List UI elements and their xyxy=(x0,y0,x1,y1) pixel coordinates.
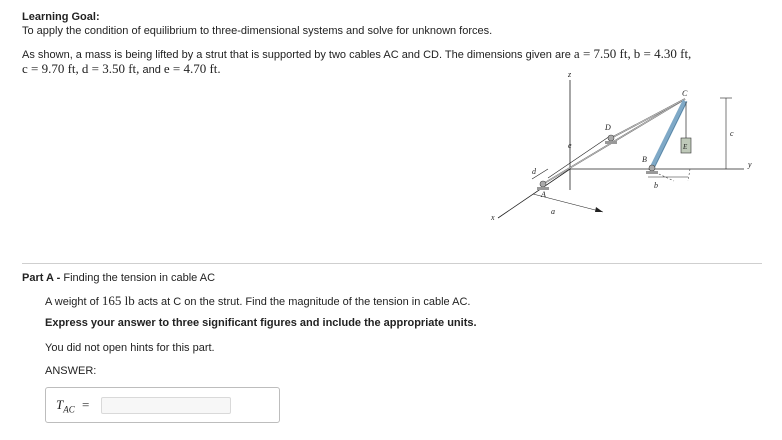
support-d xyxy=(608,135,614,141)
point-a-label: A xyxy=(541,190,546,199)
answer-box xyxy=(45,387,280,423)
answer-label: ANSWER: xyxy=(45,365,97,377)
dimension-d-label: d xyxy=(532,167,536,176)
problem-intro: As shown, a mass is being lifted by a strut that is supported by two cables AC and CD. The dimensions given are xyxy=(22,49,571,61)
answer-variable-symbol: T xyxy=(56,397,64,412)
x-axis xyxy=(498,169,570,218)
dimension-c-label: c xyxy=(730,129,734,138)
point-b-label: B xyxy=(642,155,647,164)
y-label: y xyxy=(748,160,752,169)
dimension-c: c = 9.70 ft, xyxy=(22,61,79,76)
part-a-heading: Finding the tension in cable AC xyxy=(63,272,216,284)
support-b xyxy=(649,165,655,171)
answer-variable-subscript: AC xyxy=(63,404,75,415)
dimension-b: b = 4.30 ft, xyxy=(633,46,692,61)
part-a-label: Part A - xyxy=(22,272,61,284)
point-c-label: C xyxy=(682,89,688,98)
support-b-base xyxy=(646,171,658,174)
dimension-a: a = 7.50 ft, xyxy=(573,46,631,61)
dimension-b-label: b xyxy=(654,181,658,190)
answer-input[interactable] xyxy=(101,397,231,414)
weight-value: 165 lb xyxy=(101,293,135,308)
mass-e-label: E xyxy=(683,143,688,151)
z-label: z xyxy=(568,70,572,79)
hints-status: You did not open hints for this part. xyxy=(45,342,215,354)
dimension-e: e = 4.70 ft. xyxy=(163,61,221,76)
problem-and: and xyxy=(142,64,161,76)
x-label: x xyxy=(491,213,495,222)
part-a-description xyxy=(45,293,470,309)
learning-goal-text: To apply the condition of equilibrium to three-dimensional systems and solve for unknown forces. xyxy=(22,25,493,37)
part-a-title xyxy=(22,272,215,284)
ground-line-e xyxy=(688,169,690,181)
dimension-e-label: e xyxy=(568,141,572,150)
dimension-a-arrow xyxy=(595,207,603,212)
dimension-a-label: a xyxy=(551,207,555,216)
answer-equals: = xyxy=(82,397,90,412)
answer-instructions: Express your answer to three significant figures and include the appropriate units. xyxy=(45,317,477,329)
learning-goal-title: Learning Goal: xyxy=(22,11,100,23)
support-a xyxy=(540,181,546,187)
point-d-label: D xyxy=(605,123,611,132)
dimension-e-line xyxy=(548,136,610,178)
strut-bc-edge xyxy=(654,101,687,168)
strut-bc xyxy=(652,101,685,168)
section-divider xyxy=(22,263,762,264)
strut-diagram xyxy=(488,66,764,230)
support-d-base xyxy=(605,141,617,144)
dimension-d: d = 3.50 ft, xyxy=(81,61,140,76)
answer-variable xyxy=(56,397,75,415)
desc-post: acts at C on the strut. Find the magnitude of the tension in cable AC. xyxy=(137,296,471,308)
desc-pre: A weight of xyxy=(45,296,99,308)
